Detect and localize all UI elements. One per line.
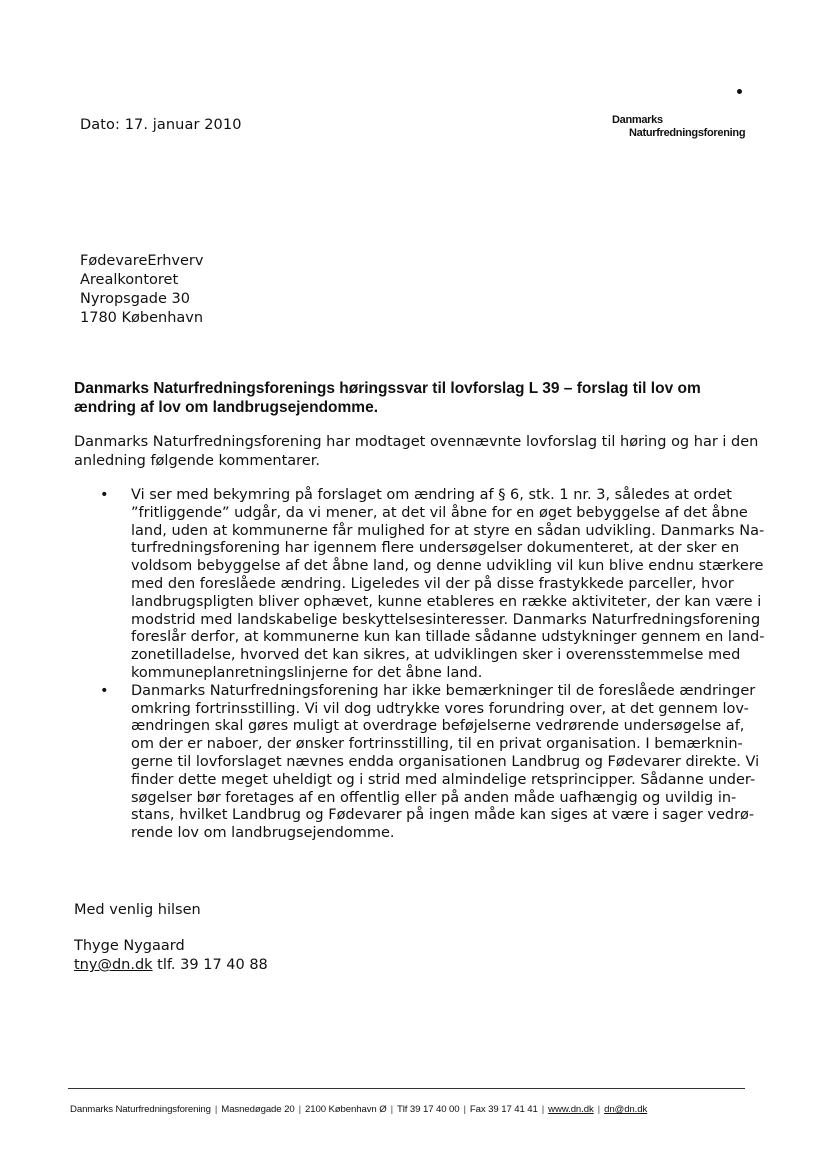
subject-line: ændring af lov om landbrugsejendomme.	[74, 399, 379, 416]
footer-separator: |	[597, 1104, 601, 1115]
logo-line-2: Naturfredningsforening	[629, 127, 746, 139]
comment-line: ændringen skal gøres muligt at overdrage beføjelserne vedrørende undersøgelse af,	[131, 718, 745, 735]
comment-line: om der er naboer, der ønsker fortrinsstilling, til en privat organisation. I bemærknin-	[131, 736, 743, 753]
intro-line: anledning følgende kommentarer.	[74, 453, 320, 469]
corner-dot-mark	[737, 89, 742, 94]
comment-line: med den foreslåede ændring. Ligeledes vil der på disse frastykkede parceller, hvor	[131, 575, 734, 592]
footer-separator: |	[390, 1104, 393, 1115]
comment-item	[100, 487, 765, 683]
comment-line: turfredningsforening har igennem flere undersøgelser dokumenteret, at der sker en	[131, 540, 740, 557]
recipient-line: FødevareErhverv	[80, 253, 204, 269]
recipient-address	[80, 252, 203, 328]
comment-line: modstrid med landskabelige beskyttelsesinteresser. Danmarks Naturfredningsforening	[131, 611, 761, 628]
footer-separator: |	[214, 1104, 218, 1115]
organization-logo	[612, 114, 745, 140]
comment-item	[100, 683, 760, 843]
comment-line: stans, hvilket Landbrug og Fødevarer på ingen måde kan siges at være i sager vedrø-	[131, 807, 755, 824]
comment-line: foreslår derfor, at kommunerne kun kan tillade sådanne udstykninger gennem en land-	[131, 629, 765, 646]
letter-date: Dato: 17. januar 2010	[80, 117, 242, 133]
footer-org: Danmarks Naturfredningsforening	[70, 1104, 211, 1115]
signer-phone: tlf. 39 17 40 88	[157, 957, 268, 973]
footer-street: Masnedøgade 20	[221, 1104, 295, 1115]
comment-line: zonetilladelse, hvorved det kan sikres, at udviklingen sker i overensstemmelse med	[131, 647, 741, 664]
closing-salutation: Med venlig hilsen	[74, 902, 201, 918]
comment-line: voldsom bebyggelse af det åbne land, og denne udvikling vil kun blive endnu stærkere	[131, 558, 764, 575]
recipient-line: Arealkontoret	[80, 272, 179, 288]
intro-paragraph	[74, 433, 764, 471]
comment-list	[100, 487, 765, 843]
signer-email-link[interactable]: tny@dn.dk	[74, 957, 153, 973]
signer-name: Thyge Nygaard	[74, 938, 185, 954]
comment-line: Danmarks Naturfredningsforening har ikke bemærkninger til de foreslåede ændringer	[131, 682, 756, 699]
bullet-marker: •	[100, 682, 109, 699]
footer-separator: |	[541, 1104, 545, 1115]
logo-line-1: Danmarks	[612, 114, 663, 126]
letter-footer	[70, 1104, 750, 1115]
letter-subject	[74, 379, 764, 417]
comment-line: landbrugspligten bliver ophævet, kunne etableres en række aktiviteter, der kan være i	[131, 593, 762, 610]
comment-line: rende lov om landbrugsejendomme.	[131, 825, 395, 842]
footer-separator: |	[298, 1104, 301, 1115]
footer-email-link[interactable]: dn@dn.dk	[604, 1104, 648, 1115]
signer-contact	[74, 957, 268, 973]
comment-line: land, uden at kommunerne får mulighed for at styre en sådan udvikling. Danmarks Na-	[131, 522, 765, 539]
footer-web-link[interactable]: www.dn.dk	[548, 1104, 594, 1115]
footer-divider	[68, 1088, 745, 1089]
footer-city: 2100 København Ø	[304, 1104, 387, 1115]
footer-tel: Tlf 39 17 40 00	[397, 1104, 460, 1115]
comment-line: kommuneplanretningslinjerne for det åbne land.	[131, 664, 483, 681]
subject-line: Danmarks Naturfredningsforenings høringssvar til lovforslag L 39 – forslag til lov om	[74, 380, 701, 397]
comment-line: søgelser bør foretages af en offentlig eller på anden måde uafhængig og uvildig in-	[131, 789, 737, 806]
comment-line: finder dette meget uheldigt og i strid med almindelige retsprincipper. Sådanne under-	[131, 771, 756, 788]
comment-line: Vi ser med bekymring på forslaget om ændring af § 6, stk. 1 nr. 3, således at ordet	[131, 487, 732, 503]
footer-fax: Fax 39 17 41 41	[469, 1104, 538, 1115]
bullet-marker: •	[100, 487, 109, 503]
comment-line: ”fritliggende” udgår, da vi mener, at det vil åbne for en øget bebyggelse af det åbne	[131, 504, 748, 521]
recipient-line: 1780 København	[80, 310, 204, 326]
recipient-line: Nyropsgade 30	[80, 291, 190, 307]
comment-line: gerne til lovforslaget nævnes endda organisationen Landbrug og Fødevarer direkte. Vi	[131, 753, 760, 770]
comment-line: omkring fortrinsstilling. Vi vil dog udtrykke vores forundring over, at det gennem lov-	[131, 700, 749, 717]
footer-separator: |	[463, 1104, 466, 1115]
intro-line: Danmarks Naturfredningsforening har modtaget ovennævnte lovforslag til høring og har i den	[74, 434, 759, 450]
